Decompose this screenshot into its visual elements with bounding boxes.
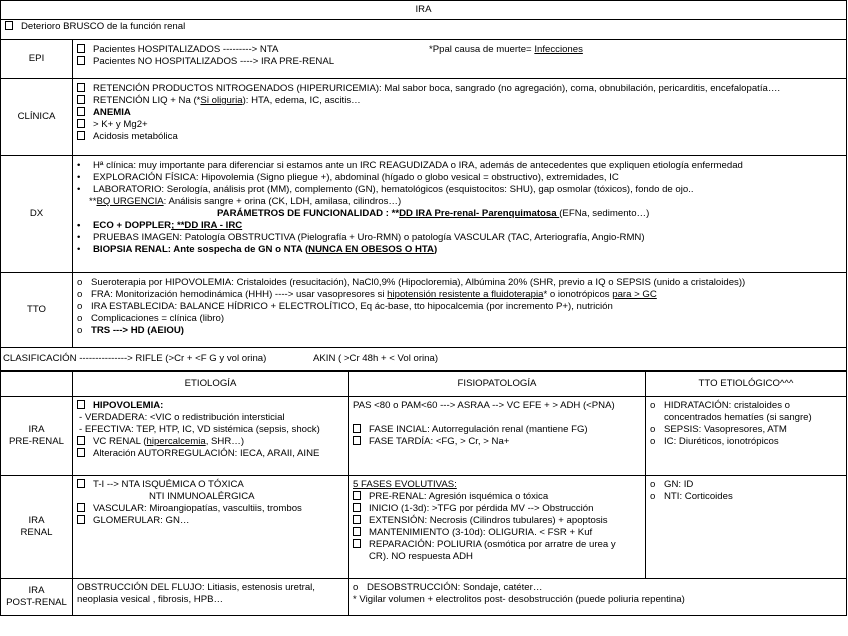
prerenal-fisiopatologia <box>349 397 646 476</box>
dx-line5-underline: DD IRA Pre-renal- Parenquimatosa <box>399 208 560 219</box>
checkbox-icon <box>77 83 85 92</box>
dx-line6-underline: ; **DD IRA - IRC <box>171 220 243 231</box>
checkbox-icon <box>77 400 85 409</box>
clinica-line2: RETENCIÓN LIQ + Na (* <box>93 95 201 106</box>
tto-line4: Complicaciones = clínica (libro) <box>91 313 225 324</box>
intro-row <box>1 20 847 40</box>
renal-tto <box>646 476 847 579</box>
tto-label: TTO <box>1 273 73 348</box>
checkbox-icon <box>353 436 361 445</box>
tto-line5: TRS ---> HD (AEIOU) <box>91 325 185 336</box>
postrenal-fisio-tto <box>349 579 847 616</box>
circle-bullet-icon: o <box>77 325 83 336</box>
epi-line1: Pacientes HOSPITALIZADOS ---------> NTA <box>93 44 279 55</box>
dx-line5: PARÁMETROS DE FUNCIONALIDAD : ** <box>217 208 400 219</box>
prerenal-e5: Alteración AUTORREGULACIÓN: IECA, ARAII, AINE <box>93 448 320 459</box>
prerenal-etiologia <box>73 397 349 476</box>
dx-line2: EXPLORACIÓN FÍSICA: Hipovolemia (Signo pliegue +), abdominal (hígado o globo vesical = obstructivo), extremidades, IC <box>93 172 619 183</box>
postrenal-label-line2: POST-RENAL <box>6 597 67 608</box>
clinica-line4: > K+ y Mg2+ <box>93 119 148 130</box>
col-header-tto-etiologico: TTO ETIOLÓGICO^^^ <box>646 371 847 397</box>
akin-text: AKIN ( >Cr 48h + < Vol orina) <box>313 353 439 364</box>
col-header-fisiopatologia: FISIOPATOLOGÍA <box>349 371 646 397</box>
prerenal-e1: HIPOVOLEMIA: <box>93 400 164 411</box>
renal-e4: GLOMERULAR: GN… <box>93 515 190 526</box>
tto-content <box>73 273 847 348</box>
circle-bullet-icon: o <box>650 436 656 447</box>
circle-bullet-icon: o <box>353 582 359 593</box>
prerenal-e2: - VERDADERA: <VIC o redistribución intersticial <box>79 412 285 423</box>
checkbox-icon <box>77 515 85 524</box>
bullet-icon: • <box>77 160 81 171</box>
renal-f1: PRE-RENAL: Agresión isquémica o tóxica <box>369 491 549 502</box>
renal-t1: GN: ID <box>664 479 694 490</box>
bullet-icon: • <box>77 184 81 195</box>
clasificacion-row <box>1 348 847 372</box>
renal-label <box>1 476 73 579</box>
bullet-icon: • <box>77 220 81 231</box>
dx-line4-underline: BQ URGENCIA <box>96 196 164 207</box>
prerenal-e4-underline: hipercalcemia <box>146 436 206 447</box>
clinica-line1: RETENCIÓN PRODUCTOS NITROGENADOS (HIPERURICEMIA): Mal sabor boca, sangrado (no agregación), coma, obnubilación, pericarditis, encefalopatía…. <box>93 83 781 94</box>
epi-content <box>73 40 847 79</box>
clinica-line2-end: ): HTA, edema, IC, ascitis… <box>242 95 361 106</box>
renal-f5: REPARACIÓN: POLIURIA (osmótica por arratre de urea y <box>369 539 616 550</box>
postrenal-e1: OBSTRUCCIÓN DEL FLUJO: Litiasis, estenosis uretral, <box>77 582 315 593</box>
prerenal-f2: FASE INCIAL: Autorregulación renal (mantiene FG) <box>369 424 588 435</box>
prerenal-label-line1: IRA <box>28 424 45 435</box>
dx-line4-end: : Análisis sangre + orina (CK, LDH, amilasa, cilindros…) <box>163 196 402 207</box>
epi-label: EPI <box>1 40 73 79</box>
renal-label-line1: IRA <box>28 515 45 526</box>
circle-bullet-icon: o <box>650 491 656 502</box>
checkbox-icon <box>77 448 85 457</box>
prerenal-t3: IC: Diuréticos, ionotrópicos <box>664 436 779 447</box>
checkbox-icon <box>353 491 361 500</box>
dx-content <box>73 156 847 273</box>
postrenal-label <box>1 579 73 616</box>
checkbox-icon <box>77 95 85 104</box>
renal-f2: INICIO (1-3d): >TFG por pérdida MV --> Obstrucción <box>369 503 594 514</box>
circle-bullet-icon: o <box>650 400 656 411</box>
prerenal-t1: HIDRATACIÓN: cristaloides o <box>664 400 790 411</box>
clinica-line3: ANEMIA <box>93 107 131 118</box>
postrenal-e2: neoplasia vesical , fibrosis, HPB… <box>77 594 224 605</box>
clinica-line5: Acidosis metabólica <box>93 131 178 142</box>
intro-text: Deterioro BRUSCO de la función renal <box>21 21 186 32</box>
tto-line1: Sueroterapia por HIPOVOLEMIA: Cristaloides (resucitación), NaCl0,9% (Hipocloremia), Albúmina 20% (SHR, previo a IQ o SEPSIS (unido a cristaloides)) <box>91 277 746 288</box>
dx-line7: PRUEBAS IMAGEN: Patología OBSTRUCTIVA (Pielografía + Uro-RMN) o patología VASCULAR (TAC, Arteriografía, Angio-RMN) <box>93 232 645 243</box>
postrenal-label-line1: IRA <box>28 585 45 596</box>
clinica-content <box>73 79 847 156</box>
checkbox-icon <box>353 424 361 433</box>
renal-f5b: CR). NO respuesta ADH <box>369 551 473 562</box>
tto-line2: FRA: Monitorización hemodinámica (HHH) ----> usar vasopresores si <box>91 289 388 300</box>
prerenal-e4-end: , SHR…) <box>205 436 245 447</box>
renal-e2: NTI INMUNOALÉRGICA <box>149 491 255 502</box>
prerenal-label <box>1 397 73 476</box>
bullet-icon: • <box>77 244 81 255</box>
circle-bullet-icon: o <box>77 277 83 288</box>
tto-line2-underline2: para > GC <box>612 289 657 300</box>
dx-line1: Hª clínica: muy importante para diferenciar si estamos ante un IRC REAGUDIZADA o IRA, además de antecedentes que expliquen etiología enfermedad <box>93 160 743 171</box>
clasificacion-text: CLASIFICACIÓN ---------------> RIFLE (>Cr + <F G y vol orina) <box>3 353 267 364</box>
circle-bullet-icon: o <box>77 301 83 312</box>
checkbox-icon <box>77 131 85 140</box>
prerenal-f1: PAS <80 o PAM<60 ---> ASRAA --> VC EFE + > ADH (<PNA) <box>353 400 615 411</box>
checkbox-icon <box>77 479 85 488</box>
clinica-line2-underline: Si oliguria <box>200 95 243 106</box>
prerenal-e3: - EFECTIVA: TEP, HTP, IC, VD sistémica (sepsis, shock) <box>79 424 320 435</box>
dx-line8: BIOPSIA RENAL: Ante sospecha de GN o NTA ( <box>93 244 309 255</box>
bullet-icon: • <box>77 232 81 243</box>
epi-note-underline: Infecciones <box>534 44 583 55</box>
renal-f0: 5 FASES EVOLUTIVAS: <box>353 479 457 490</box>
epi-line2: Pacientes NO HOSPITALIZADOS ----> IRA PRE-RENAL <box>93 56 335 67</box>
dx-line4: ** <box>89 196 97 207</box>
prerenal-f3: FASE TARDÍA: <FG, > Cr, > Na+ <box>369 436 510 447</box>
epi-note: *Ppal causa de muerte= <box>429 44 535 55</box>
tto-line3: IRA ESTABLECIDA: BALANCE HÍDRICO + ELECTROLÍTICO, Eq ác-base, tto hipocalcemia (por incremento P+), nutrición <box>91 301 613 312</box>
checkbox-icon <box>77 56 85 65</box>
checkbox-icon <box>353 539 361 548</box>
renal-fisiopatologia <box>349 476 646 579</box>
checkbox-icon <box>353 515 361 524</box>
col-header-etiologia: ETIOLOGÍA <box>73 371 349 397</box>
circle-bullet-icon: o <box>650 479 656 490</box>
postrenal-etiologia <box>73 579 349 616</box>
dx-label: DX <box>1 156 73 273</box>
tto-line2-underline: hipotensión resistente a fluidoterapia <box>387 289 544 300</box>
circle-bullet-icon: o <box>77 289 83 300</box>
renal-etiologia <box>73 476 349 579</box>
dx-line6: ECO + DOPPLER <box>93 220 172 231</box>
checkbox-icon <box>353 503 361 512</box>
prerenal-tto <box>646 397 847 476</box>
tto-line2-mid: * o ionotrópicos <box>543 289 613 300</box>
postrenal-f1: DESOBSTRUCCIÓN: Sondaje, catéter… <box>367 582 543 593</box>
bullet-icon: • <box>77 172 81 183</box>
renal-f4: MANTENIMIENTO (3-10d): OLIGURIA. < FSR + Kuf <box>369 527 593 538</box>
dx-line8-end: ) <box>433 244 438 255</box>
dx-line5-end: (EFNa, sedimento…) <box>559 208 650 219</box>
circle-bullet-icon: o <box>77 313 83 324</box>
prerenal-t2: SEPSIS: Vasopresores, ATM <box>664 424 787 435</box>
renal-e3: VASCULAR: Miroangiopatías, vascultiis, trombos <box>93 503 302 514</box>
checkbox-icon <box>353 527 361 536</box>
renal-f3: EXTENSIÓN: Necrosis (Cilindros tubulares) + apoptosis <box>369 515 608 526</box>
prerenal-e4: VC RENAL ( <box>93 436 147 447</box>
checkbox-icon <box>77 107 85 116</box>
prerenal-label-line2: PRE-RENAL <box>9 436 64 447</box>
clinica-label: CLÍNICA <box>1 79 73 156</box>
checkbox-icon <box>5 21 13 30</box>
checkbox-icon <box>77 44 85 53</box>
renal-t2: NTI: Corticoides <box>664 491 733 502</box>
postrenal-f2: * Vigilar volumen + electrolitos post- desobstrucción (puede poliuria repentina) <box>353 594 685 605</box>
corner-cell <box>1 371 73 397</box>
renal-e1: T-I --> NTA ISQUÉMICA O TÓXICA <box>93 479 244 490</box>
checkbox-icon <box>77 503 85 512</box>
checkbox-icon <box>77 119 85 128</box>
dx-line3: LABORATORIO: Serología, análisis prot (MM), complemento (GN), hematológicos (esquistocitos: SHU), gap osmolar (tóxicos), fondo de ojo.. <box>93 184 694 195</box>
dx-line8-underline: NUNCA EN OBESOS O HTA <box>308 244 434 255</box>
prerenal-t1b: concentrados hematíes (si sangre) <box>664 412 812 423</box>
circle-bullet-icon: o <box>650 424 656 435</box>
renal-label-line2: RENAL <box>20 527 53 538</box>
page-title: IRA <box>1 1 847 20</box>
checkbox-icon <box>77 436 85 445</box>
